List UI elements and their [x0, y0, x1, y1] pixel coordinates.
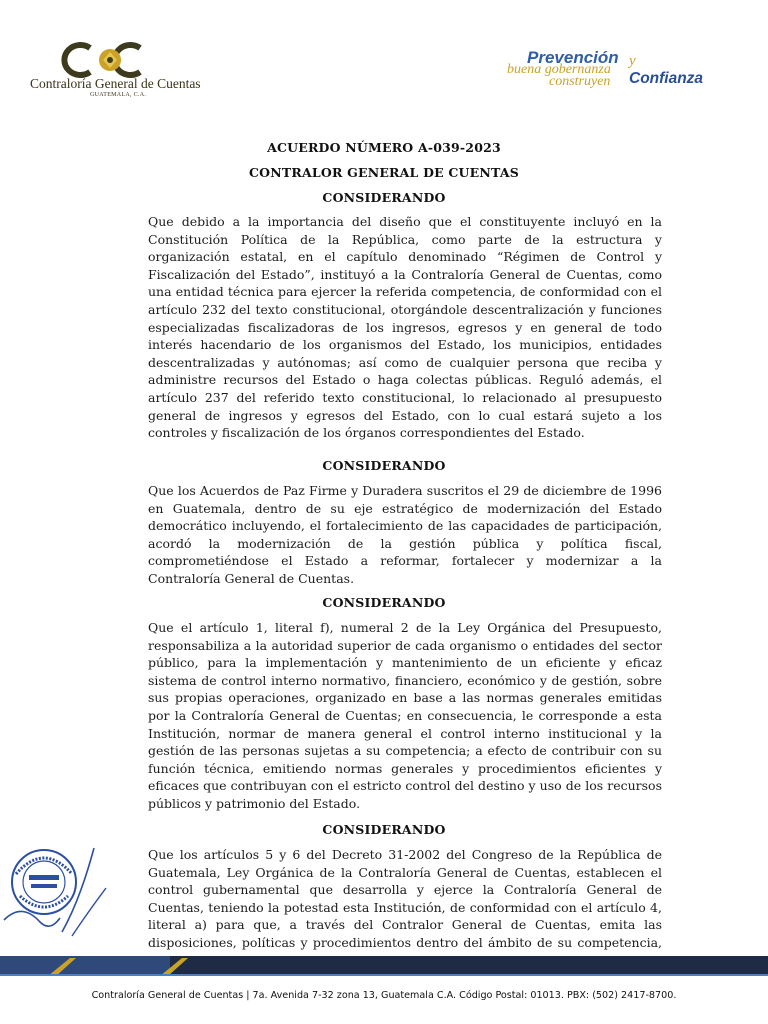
slogan-y: y — [629, 53, 636, 69]
slogan-prevencion: Prevención — [527, 48, 619, 67]
document-subtitle: CONTRALOR GENERAL DE CUENTAS — [249, 165, 519, 180]
cgc-logo — [30, 40, 220, 102]
section-paragraph: Que los artículos 5 y 6 del Decreto 31-2002 del Congreso de la República de Guatemala, Ley Orgánica de la Contraloría General de Cuentas, establecen el control gubernamental que desarrolla y ejerce la Contraloría General de Cuentas, teniendo la potestad esta Institución, de conformidad con el artículo 4, literal a) para que, a través del Contralor General de Cuentas, emita las disposiciones, políticas y procedimientos dentro del ámbito de su competencia, — [148, 847, 662, 950]
section-heading: CONSIDERANDO — [322, 458, 446, 473]
letterhead — [0, 0, 768, 120]
org-city: GUATEMALA, C.A. — [90, 92, 147, 98]
section-paragraph: Que debido a la importancia del diseño que el constituyente incluyó en la Constitución Política de la República, como parte de la estructura y organización estatal, en el capítulo denominado “Régimen de Control y Fiscalización del Estado”, instituyó a la Contraloría General de Cuentas, como una entidad técnica para ejercer la referida competencia, de conformidad con el artículo 232 del texto constitucional, otorgándole descentralización y funciones especializadas fiscalizadoras de los ingresos, egresos y en general de todo interés hacendario de los organismos del Estado, los municipios, entidades descentralizadas y autónomas; así como de cualquier persona que reciba y administre recursos del Estado o haga colectas públicas. Reguló además, el artículo 237 del referido texto constitucional, lo relacionado al presupuesto general de ingresos y egresos del Estado, con lo cual estará sujeto a los controles y fiscalización de los órganos correspondientes del Estado. — [148, 214, 662, 441]
slogan-construyen: construyen — [549, 74, 611, 89]
cgc-monogram-icon — [60, 40, 160, 80]
section-heading: CONSIDERANDO — [322, 595, 446, 610]
footer-decorative-band — [0, 956, 768, 976]
slogan-buena-gobernanza: buena gobernanza — [507, 62, 611, 77]
section-heading: CONSIDERANDO — [322, 822, 446, 837]
footer-address: Contraloría General de Cuentas | 7a. Avenida 7-32 zona 13, Guatemala C.A. Código Postal: 01013. PBX: (502) 2417-8700. — [91, 990, 677, 1001]
section-paragraph: Que los Acuerdos de Paz Firme y Duradera suscritos el 29 de diciembre de 1996 en Guatemala, dentro de su eje estratégico de modernización del Estado democrático incluyendo, el fortalecimiento de las capacidades de participación, acordó la modernización de la gestión pública y política fiscal, comprometiéndose el Estado a reformar, fortalecer y modernizar a la Contraloría General de Cuentas. — [148, 483, 662, 586]
official-stamp — [2, 840, 112, 940]
slogan-confianza: Confianza — [629, 70, 704, 87]
org-name: Contraloría General de Cuentas — [30, 76, 201, 91]
stamp-seal-icon — [2, 840, 112, 940]
section-paragraph: Que el artículo 1, literal f), numeral 2 de la Ley Orgánica del Presupuesto, responsabiliza a la autoridad superior de cada organismo o entidades del sector público, para la implementación y mantenimiento de un eficiente y eficaz sistema de control interno normativo, financiero, económico y de gestión, sobre sus propias operaciones, organizado en base a las normas generales emitidas por la Contraloría General de Cuentas; en consecuencia, le corresponde a esta Institución, normar de manera general el control interno institucional y la gestión de las personas sujetas a su competencia; a efecto de contribuir con su función técnica, emitiendo normas generales y procedimientos eficientes y eficaces que contribuyan con el estricto control del destino y uso de los recursos públicos y patrimonio del Estado. — [148, 620, 662, 811]
document-title: ACUERDO NÚMERO A-039-2023 — [267, 140, 501, 155]
slogan-logo — [505, 48, 745, 98]
section-heading: CONSIDERANDO — [322, 190, 446, 205]
